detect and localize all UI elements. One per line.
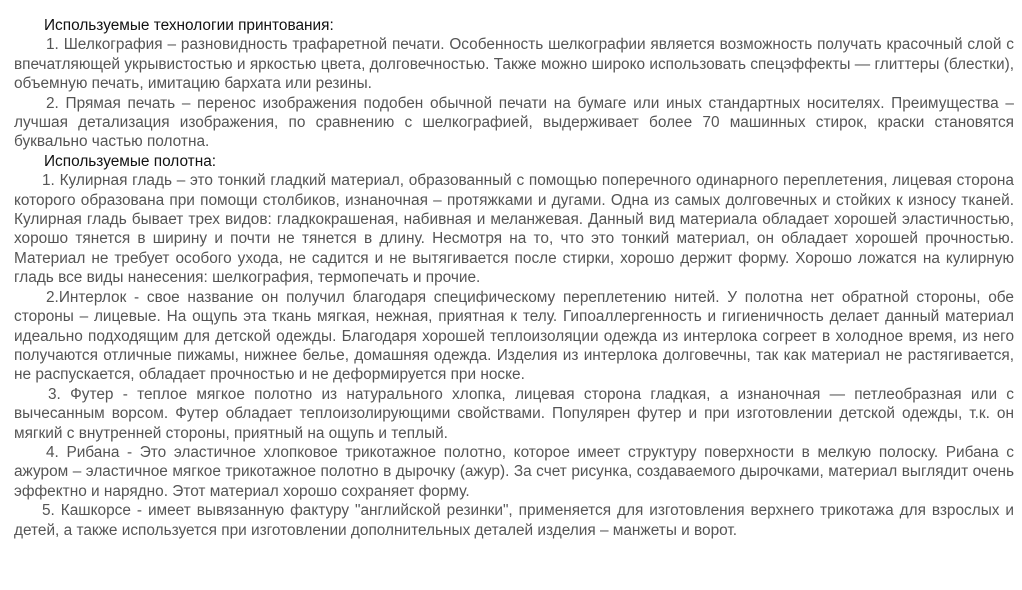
fabrics-heading: Используемые полотна: — [44, 152, 217, 170]
printing-item-direct: 2. Прямая печать – перенос изображения подобен обычной печати на бумаге или иных стандартных носителях. Преимущества – лучшая детализация изображения, по сравнению с шелкографией, выдерживает более 70 машинных стирок, краски становятся буквально частью полотна. — [14, 94, 1014, 151]
fabric-item-ribana: 4. Рибана - Это эластичное хлопковое трикотажное полотно, которое имеет структуру поверхности в мелкую полоску. Рибана с ажуром – эластичное мягкое трикотажное полотно в дырочку (ажур). За счет рисунка, создаваемого дырочками, материал выглядит очень эффектно и нарядно. Этот материал хорошо сохраняет форму. — [14, 443, 1014, 500]
fabric-item-futer: 3. Футер - теплое мягкое полотно из натурального хлопка, лицевая сторона гладкая, а изнаночная — петлеобразная или с вычесанным ворсом. Футер обладает теплоизолирующими свойствами. Популярен футер и при изготовлении детской одежды, т.к. он мягкий с внутренней стороны, приятный на ощупь и теплый. — [14, 385, 1014, 442]
fabric-item-kashkorse: 5. Кашкорсе - имеет вывязанную фактуру "английской резинки", применяется для изготовления верхнего трикотажа для взрослых и детей, а также используется при изготовлении дополнительных деталей изделия – манжеты и ворот. — [14, 502, 1014, 539]
document-body — [14, 16, 1014, 540]
printing-item-silkscreen: 1. Шелкография – разновидность трафаретной печати. Особенность шелкографии является возможность получать красочный слой с впечатляющей укрывистостью и яркостью цвета, долговечностью. Также можно широко использовать спецэффекты — глиттеры (блестки), объемную печать, имитацию бархата или резины. — [14, 36, 1014, 93]
printing-heading: Используемые технологии принтования: — [44, 17, 334, 34]
fabric-item-interlock: 2.Интерлок - свое название он получил благодаря специфическому переплетению нитей. У полотна нет обратной стороны, обе стороны – лицевые. На ощупь эта ткань мягкая, нежная, приятная к телу. Гипоаллергенность и гигиеничность делает данный материал идеально подходящим для детской одежды. Благодаря хорошей теплоизоляции одежда из интерлока согреет в холодное время, из него получаются отличные пижамы, нижнее белье, домашняя одежда. Изделия из интерлока долговечны, так как материал не растягивается, не распускается, обладает прочностью и не деформируется при носке. — [14, 288, 1014, 384]
fabric-item-kulirka: 1. Кулирная гладь – это тонкий гладкий материал, образованный с помощью поперечного одинарного переплетения, лицевая сторона которого образована при помощи столбиков, изнаночная – протяжками и дугами. Одна из самых долговечных и стойких к износу тканей. Кулирная гладь бывает трех видов: гладкокрашеная, набивная и меланжевая. Данный вид материала обладает хорошей эластичностью, хорошо тянется в ширину и почти не тянется в длину. Несмотря на то, что это тонкий материал, он обладает хорошей прочностью. Материал не требует особого ухода, не садится и не вытягивается после стирки, хорошо держит форму. Хорошо ложатся на кулирную гладь все виды нанесения: шелкография, термопечать и прочие. — [14, 172, 1014, 287]
